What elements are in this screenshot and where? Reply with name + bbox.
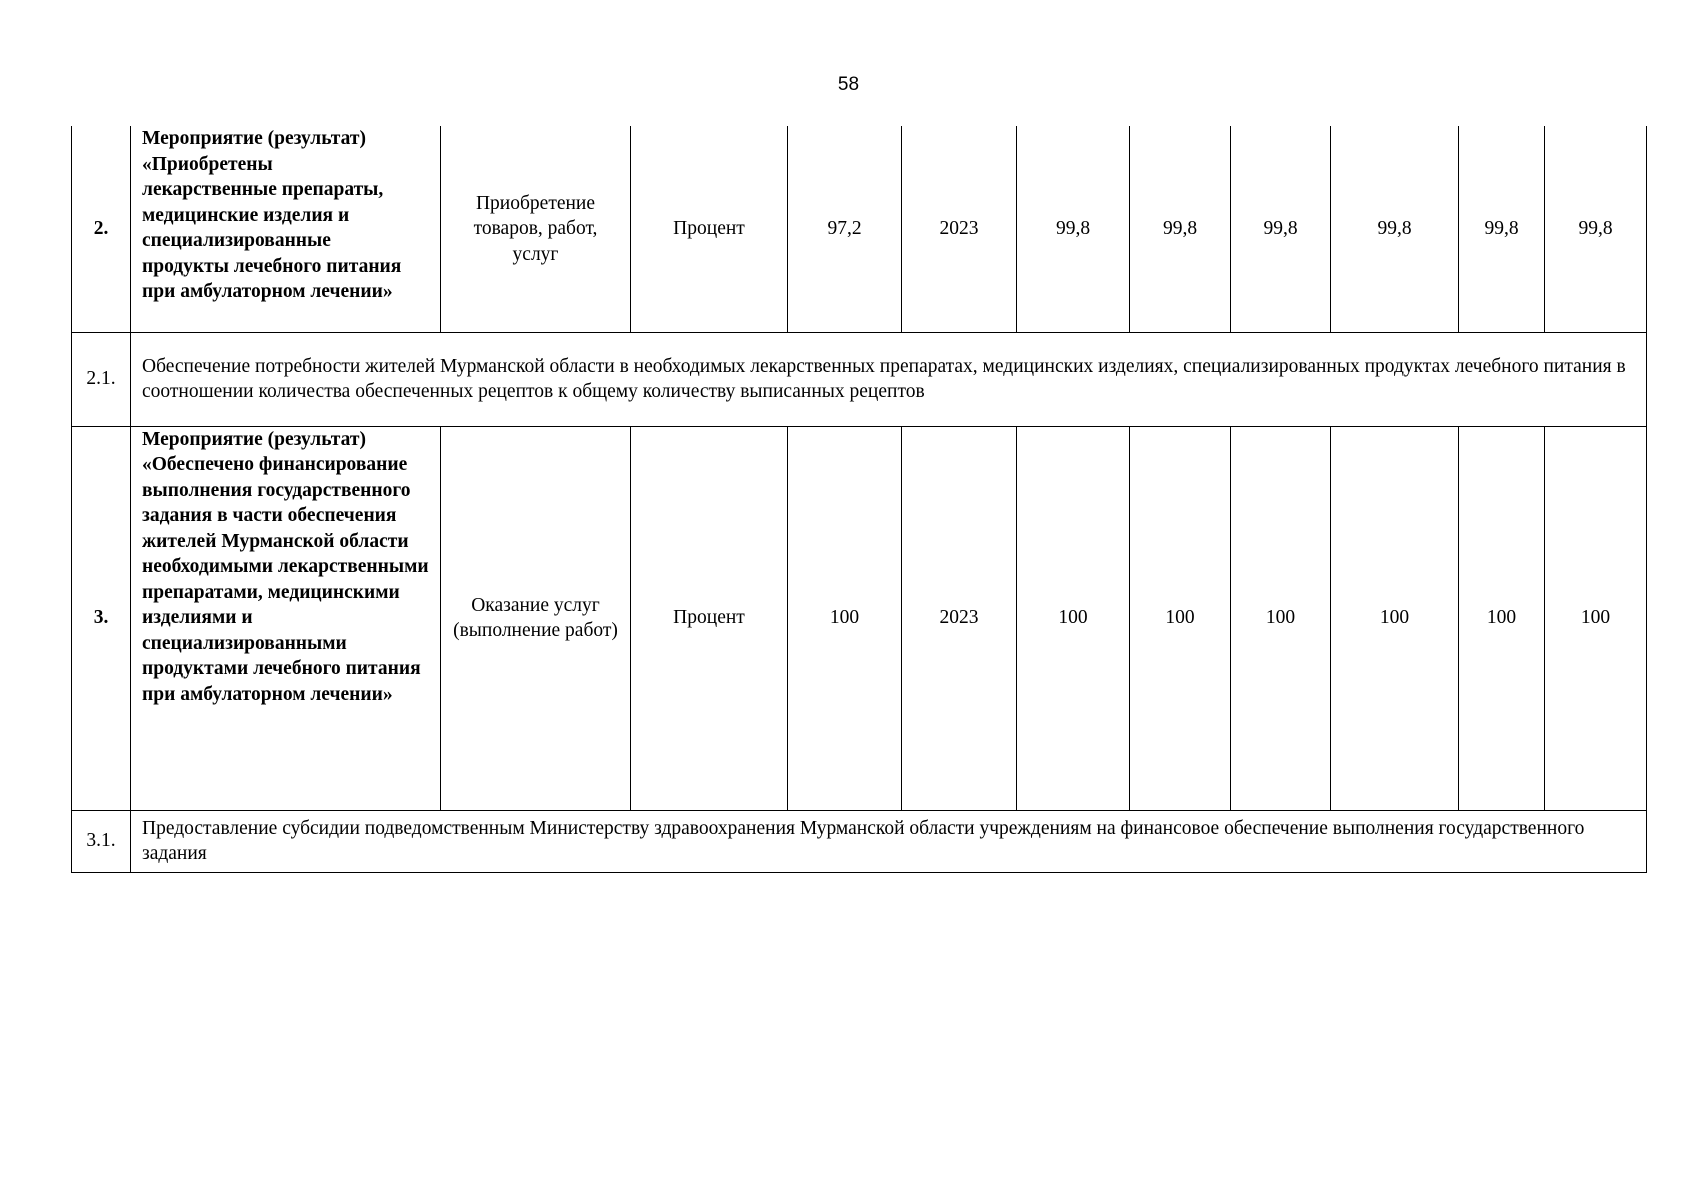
base-year-cell: 2023 xyxy=(902,126,1017,332)
base-value-cell: 100 xyxy=(788,426,902,810)
measure-type: Приобретение товаров, работ, услуг xyxy=(441,126,631,332)
value-cell: 99,8 xyxy=(1017,126,1130,332)
results-table xyxy=(71,126,1647,873)
value-cell: 99,8 xyxy=(1545,126,1647,332)
row-number: 3. xyxy=(72,426,131,810)
measure-name: Мероприятие (результат) «Приобретены лекарственные препараты, медицинские изделия и специализированные продукты лечебного питания при амбулаторном лечении» xyxy=(142,128,402,302)
value-cell: 100 xyxy=(1017,426,1130,810)
table-row xyxy=(72,426,1647,810)
base-value-cell: 97,2 xyxy=(788,126,902,332)
row-number: 3.1. xyxy=(72,810,131,872)
page-number: 58 xyxy=(837,74,860,95)
row-number: 2.1. xyxy=(72,332,131,426)
unit-cell: Процент xyxy=(631,426,788,810)
value-cell: 99,8 xyxy=(1130,126,1231,332)
unit-cell: Процент xyxy=(631,126,788,332)
table-row xyxy=(72,332,1647,426)
measure-name-cell xyxy=(131,426,441,810)
value-cell: 99,8 xyxy=(1331,126,1459,332)
value-cell: 99,8 xyxy=(1459,126,1545,332)
value-cell: 99,8 xyxy=(1231,126,1331,332)
row-number: 2. xyxy=(72,126,131,332)
table-row xyxy=(72,810,1647,872)
table-row xyxy=(72,126,1647,332)
value-cell: 100 xyxy=(1545,426,1647,810)
measure-name-cell xyxy=(131,126,441,332)
value-cell: 100 xyxy=(1130,426,1231,810)
value-cell: 100 xyxy=(1331,426,1459,810)
value-cell: 100 xyxy=(1231,426,1331,810)
measure-type: Оказание услуг (выполнение работ) xyxy=(441,426,631,810)
task-description: Предоставление субсидии подведомственным Министерству здравоохранения Мурманской области учреждениям на финансовое обеспечение выполнения государственного задания xyxy=(131,810,1647,872)
value-cell: 100 xyxy=(1459,426,1545,810)
measure-name: Мероприятие (результат) «Обеспечено финансирование выполнения государственного задания в части обеспечения жителей Мурманской области необходимыми лекарственными препаратами, медицинскими изделиями и специализированными продуктами лечебного питания при амбулаторном лечении» xyxy=(142,428,429,705)
base-year-cell: 2023 xyxy=(902,426,1017,810)
task-description: Обеспечение потребности жителей Мурманской области в необходимых лекарственных препаратах, медицинских изделиях, специализированных продуктах лечебного питания в соотношении количества обеспеченных рецептов к общему количеству выписанных рецептов xyxy=(131,332,1647,426)
